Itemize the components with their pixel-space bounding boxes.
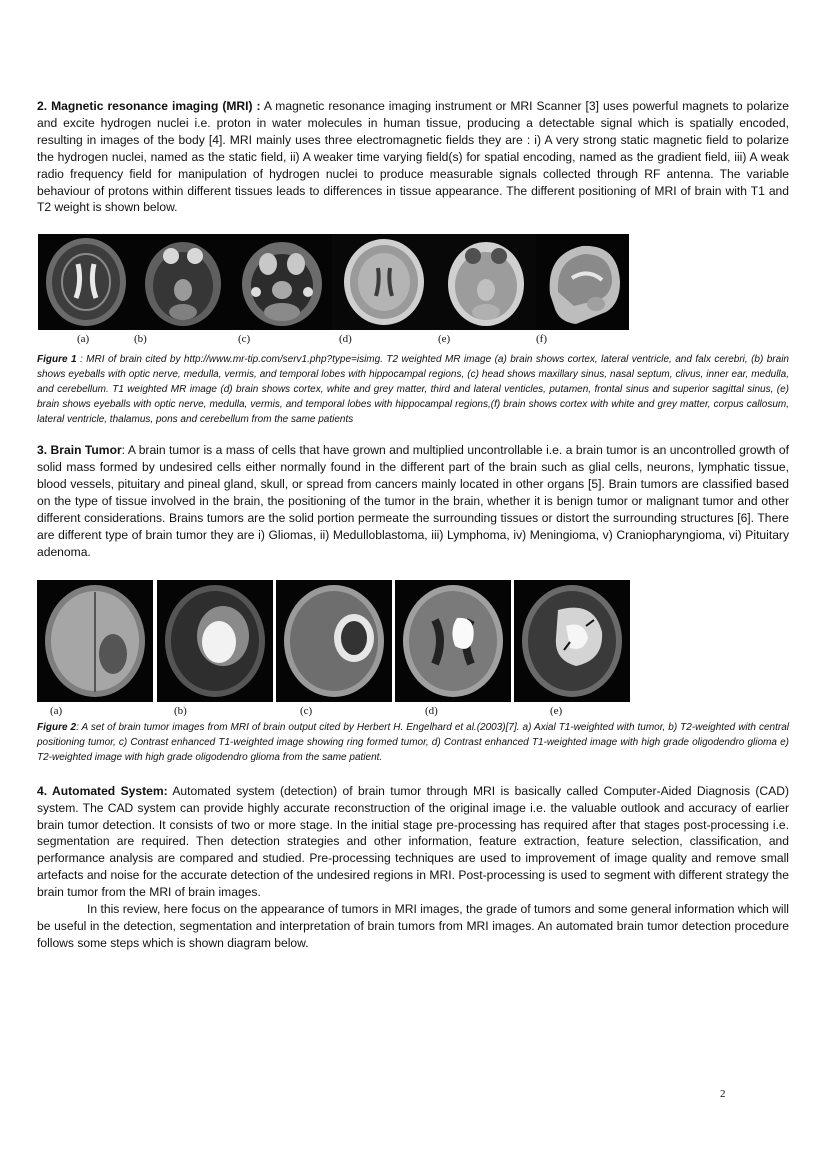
mri-image-b: [134, 234, 232, 330]
figure-1-label-a: (a): [77, 333, 90, 346]
mri-image-e: [436, 234, 536, 330]
figure-2-label-e: (e): [550, 704, 563, 717]
figure-1-label-c: (c): [238, 333, 251, 346]
page-number: 2: [720, 1088, 726, 1100]
figure-2-label-b: (b): [174, 704, 187, 717]
figure-1-caption-text: : MRI of brain cited by http://www.mr-tip.com/serv1.php?type=isimg. T2 weighted MR image (a) brain shows cortex, lateral ventricle, and falx cerebri, (b) brain shows eyeballs with optic nerve, medulla, vermis, and temporal lobes with hippocampal regions, (c) head shows maxillary sinus, nasal septum, clivus, inner ear, medulla, and cerebellum. T1 weighted MR image (d) brain shows cortex, white and grey matter, third and lateral venticles, putamen, frontal sinus and superior sagittal sinus, (e) brain shows eyeballs with optic nerve, medulla, vermis, and temporal lobes with hippocampal regions,(f) brain shows cortex with white and grey matter, corpus callosum, lateral ventricle, thalamus, pons and cerebellum from the same patients: [37, 354, 789, 426]
figure-1-caption-label: Figure 1: [37, 354, 77, 366]
section-2-paragraph: [37, 98, 789, 216]
tumor-image-e: [514, 580, 630, 702]
tumor-image-c: [276, 580, 392, 702]
figure-2-label-c: (c): [300, 704, 313, 717]
mri-image-a: [38, 234, 134, 330]
figure-1-label-b: (b): [134, 333, 147, 346]
figure-2-caption: [37, 720, 789, 765]
section-4-paragraph-2: In this review, here focus on the appearance of tumors in MRI images, the grade of tumors and some general information which will be useful in the detection, segmentation and interpretation of brain tumors from MRI images. An automated brain tumor detection procedure follows some steps which is shown diagram below.: [37, 902, 789, 950]
figure-2-label-d: (d): [425, 704, 438, 717]
figure-1-label-e: (e): [438, 333, 451, 346]
tumor-image-b: [157, 580, 273, 702]
figure-2-caption-label: Figure 2: [37, 721, 77, 733]
section-4-heading: 4. Automated System:: [37, 783, 168, 798]
mri-image-f: [536, 234, 629, 330]
figure-2-panel-labels: [37, 705, 789, 719]
figure-1-label-f: (f): [536, 333, 547, 346]
section-3-heading: 3. Brain Tumor: [37, 443, 122, 458]
tumor-image-a: [37, 580, 153, 702]
figure-2-label-a: (a): [50, 704, 63, 717]
page-content: [37, 98, 789, 952]
figure-1-image-strip: [38, 234, 629, 330]
section-4-paragraph: [37, 783, 789, 901]
figure-1-panel-labels: [37, 333, 789, 347]
section-3-paragraph: [37, 442, 789, 560]
section-2-body: A magnetic resonance imaging instrument or MRI Scanner [3] uses powerful magnets to polarize and excite hydrogen nuclei i.e. proton in water molecules in human tissue, producing a detectable signal which is spatially encoded, resulting in images of the body [4]. MRI mainly uses three electromagnetic fields they are : i) A very strong static magnetic field to polarize the hydrogen nuclei, named as the static field, ii) A weaker time varying field(s) for spatial encoding, named as the gradient field, iii) A weak radio frequency field for manipulation of hydrogen nuclei to produce measurable signals collected through RF antenna. The variable behaviour of protons within different tissues leads to differences in tissue appearance. The different positioning of MRI of brain with T1 and T2 weight is shown below.: [37, 99, 789, 215]
tumor-image-d: [395, 580, 511, 702]
figure-1-label-d: (d): [339, 333, 352, 346]
figure-2-caption-text: : A set of brain tumor images from MRI of brain output cited by Herbert H. Engelhard et al.(2003)[7]. a) Axial T1-weighted with tumor, b) T2-weighted with central positioning tumor, c) Contrast enhanced T1-weighted image showing ring formed tumor, d) Contrast enhanced T1-weighted image with high grade oligodendro glioma e) T2-weighted image with high grade oligodendro glioma from the same patient.: [37, 721, 789, 763]
mri-image-d: [332, 234, 436, 330]
figure-2-image-strip: [37, 580, 630, 702]
section-3-body: : A brain tumor is a mass of cells that have grown and multiplied uncontrollable i.e. a brain tumor is an uncontrolled growth of solid mass formed by undesired cells either normally found in the different part of the brain such as glial cells, neurons, lymphatic tissue, blood vessels, pituitary and pineal gland, skull, or spread from cancers mainly located in other organs [5]. Brain tumors are classified based on the type of tissue involved in the brain, the positioning of the tumor in the brain, whether it is benign tumor or malignant tumor and other different considerations. Brains tumors are the solid portion permeate the surrounding tissues or distort the surrounding structures [6]. There are different type of brain tumor they are i) Gliomas, ii) Medulloblastoma, iii) Lymphoma, iv) Meningioma, v) Craniopharyngioma, vi) Pituitary adenoma.: [37, 443, 789, 559]
section-4-body: Automated system (detection) of brain tumor through MRI is basically called Computer-Aided Diagnosis (CAD) system. The CAD system can provide highly accurate reconstruction of the original image i.e. the valuable outlook and accuracy of earlier brain tumor detection. It consists of two or more stage. In the initial stage pre-processing has required after that stages post-processing i.e. segmentation are required. Then detection strategies and other information, feature extraction, feature selection, classification, and performance analysis are compared and studied. Pre-processing techniques are used to improvement of image quality and remove small artefacts and noise for the accurate detection of the undesired regions in MRI. Post-processing is used to segment with different strategy the brain tumor from the MRI of brain images.: [37, 783, 789, 900]
mri-image-c: [232, 234, 332, 330]
section-2-heading: 2. Magnetic resonance imaging (MRI) :: [37, 99, 261, 113]
figure-1-caption: [37, 352, 789, 427]
